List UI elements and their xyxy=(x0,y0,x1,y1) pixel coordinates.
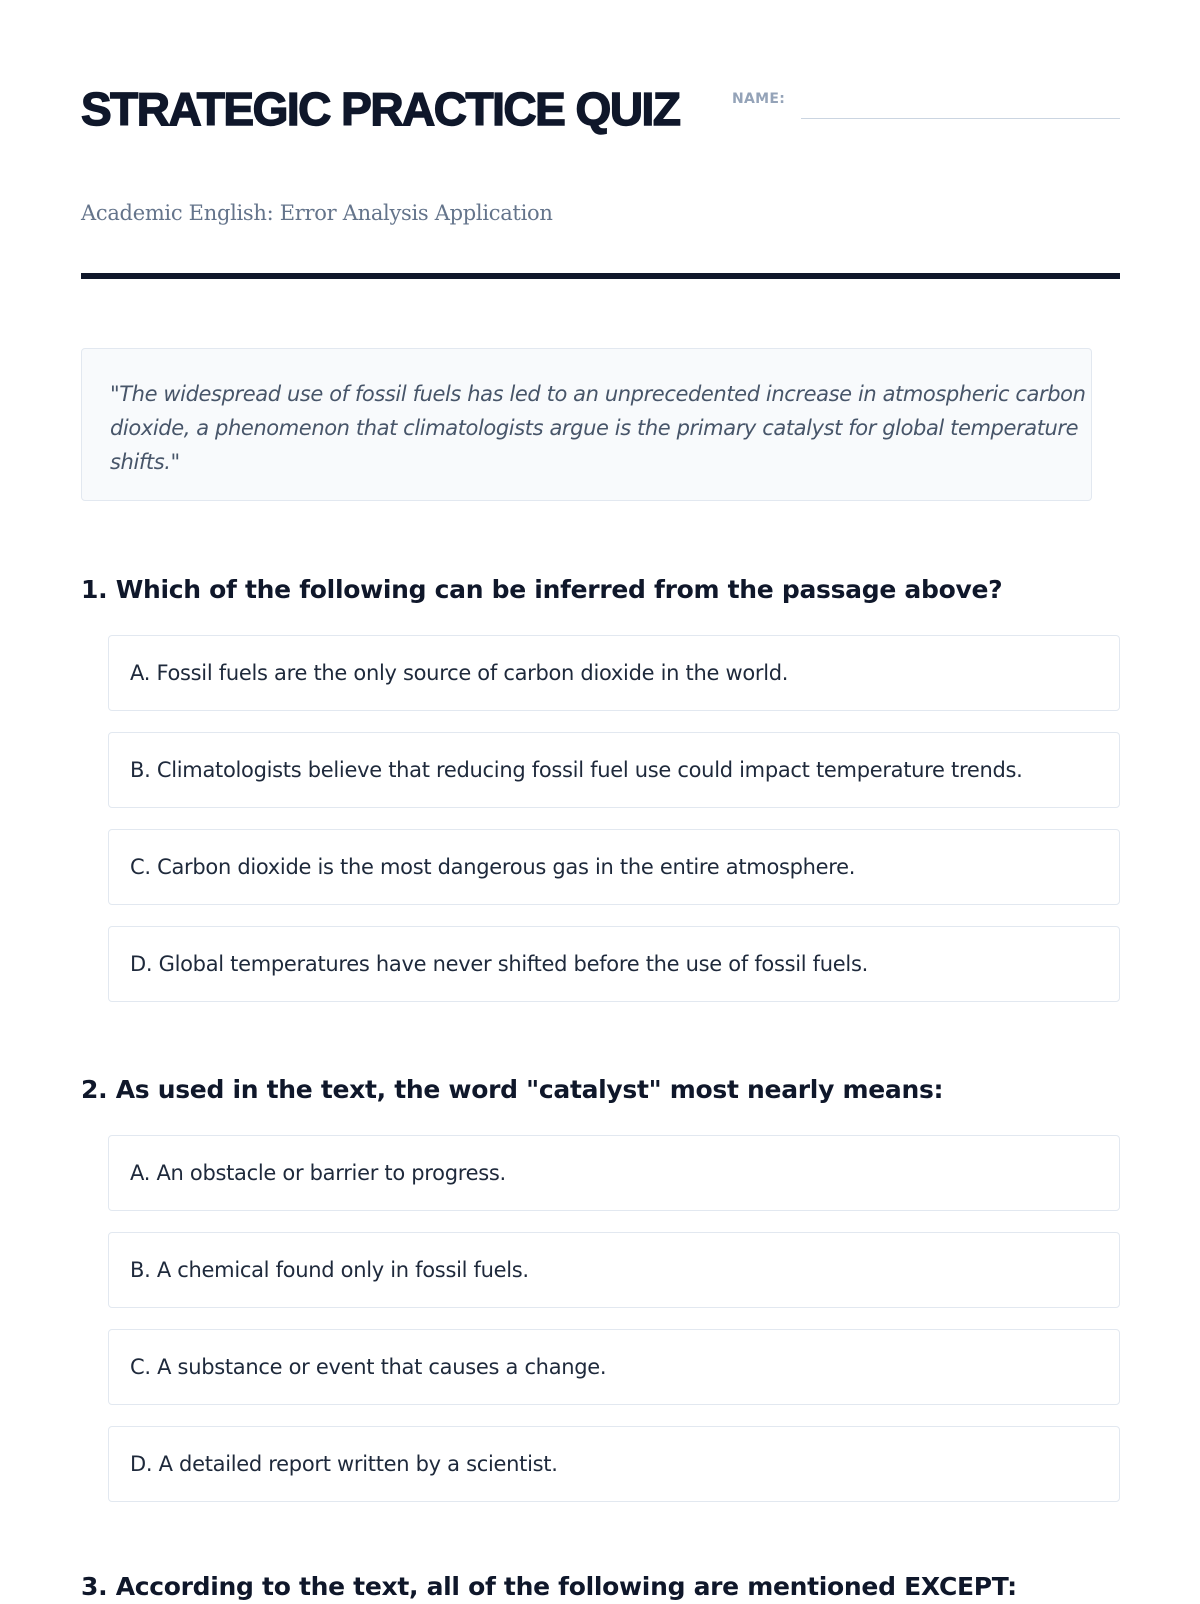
name-label: NAME: xyxy=(732,91,786,107)
question-1 xyxy=(81,573,1120,976)
name-field-block xyxy=(732,90,1120,120)
quiz-header xyxy=(81,0,1120,282)
question-1-option-b[interactable]: B. Climatologists believe that reducing fossil fuel use could impact temperature trends. xyxy=(108,732,1120,808)
question-2-option-c[interactable]: C. A substance or event that causes a change. xyxy=(108,1329,1120,1405)
passage-box: "The widespread use of fossil fuels has led to an unprecedented increase in atmospheric carbon dioxide, a phenomenon that climatologists argue is the primary catalyst for global temperature shifts." xyxy=(81,348,1092,501)
question-1-option-d[interactable]: D. Global temperatures have never shifted before the use of fossil fuels. xyxy=(108,926,1120,1002)
question-2-option-d[interactable]: D. A detailed report written by a scientist. xyxy=(108,1426,1120,1502)
quiz-page xyxy=(81,0,1120,1601)
page-title: STRATEGIC PRACTICE QUIZ xyxy=(81,83,680,135)
page-subtitle: Academic English: Error Analysis Application xyxy=(81,201,553,225)
question-2-option-a[interactable]: A. An obstacle or barrier to progress. xyxy=(108,1135,1120,1211)
header-divider xyxy=(81,273,1120,279)
question-2-option-b[interactable]: B. A chemical found only in fossil fuels. xyxy=(108,1232,1120,1308)
question-2-text: 2. As used in the text, the word "catalyst" most nearly means: xyxy=(81,1075,944,1104)
question-3 xyxy=(81,1570,1120,1604)
question-1-option-a[interactable]: A. Fossil fuels are the only source of carbon dioxide in the world. xyxy=(108,635,1120,711)
name-input-line[interactable] xyxy=(801,118,1120,119)
question-3-text: 3. According to the text, all of the following are mentioned EXCEPT: xyxy=(81,1572,1017,1601)
question-1-options xyxy=(108,635,1120,1023)
question-1-option-c[interactable]: C. Carbon dioxide is the most dangerous gas in the entire atmosphere. xyxy=(108,829,1120,905)
question-1-text: 1. Which of the following can be inferred from the passage above? xyxy=(81,575,1003,604)
question-2-options xyxy=(108,1135,1120,1523)
question-2 xyxy=(81,1073,1120,1476)
